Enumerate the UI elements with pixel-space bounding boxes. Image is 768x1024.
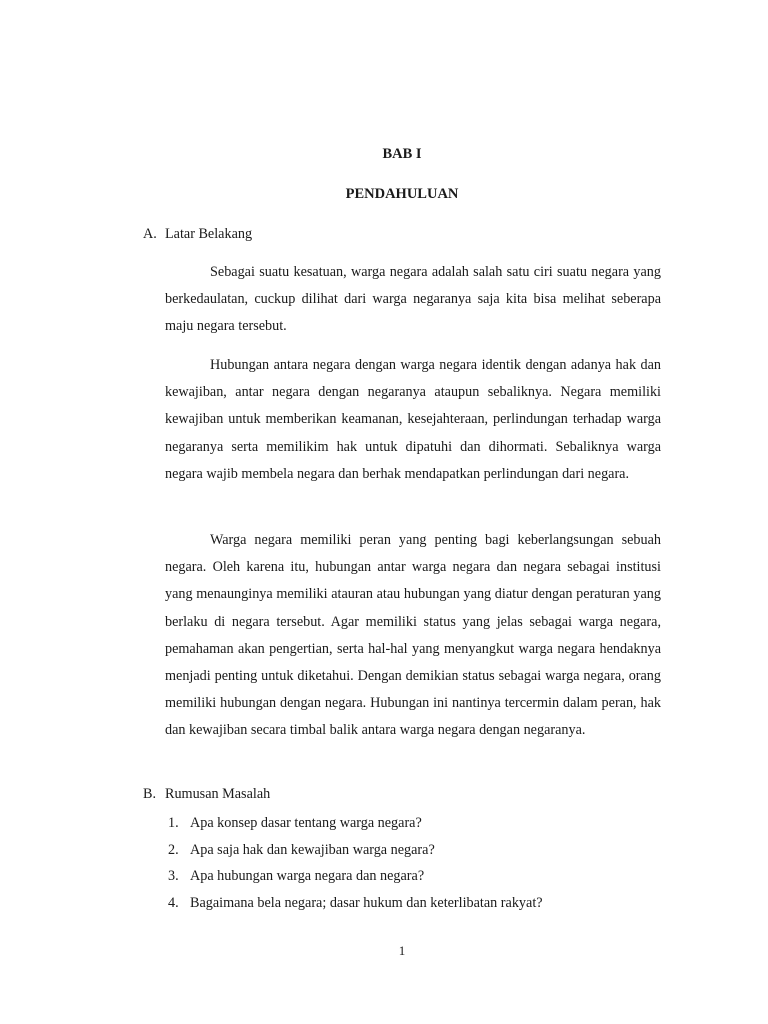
chapter-number: BAB I xyxy=(382,146,422,162)
list-number: 3. xyxy=(168,868,179,884)
paragraph: Sebagai suatu kesatuan, warga negara adalah salah satu ciri suatu negara yang berkedaulatan, cuckup dilihat dari warga negaranya saja kita bisa melihat seberapa maju negara tersebut. xyxy=(165,264,661,335)
page-number: 1 xyxy=(398,943,406,958)
section-title: Rumusan Masalah xyxy=(165,786,271,802)
list-item xyxy=(168,893,543,920)
chapter-title: PENDAHULUAN xyxy=(345,186,459,202)
list-text: Bagaimana bela negara; dasar hukum dan keterlibatan rakyat? xyxy=(190,894,543,911)
section-title: Latar Belakang xyxy=(165,226,253,242)
list-number: 2. xyxy=(168,841,179,858)
section-heading-rumusan-masalah xyxy=(143,786,270,803)
list-text: Apa hubungan warga negara dan negara? xyxy=(190,868,425,884)
section-letter: A. xyxy=(143,226,157,242)
list-item xyxy=(168,840,543,867)
list-number: 4. xyxy=(168,894,179,911)
list-text: Apa saja hak dan kewajiban warga negara? xyxy=(190,841,435,858)
paragraph: Hubungan antara negara dengan warga negara identik dengan adanya hak dan kewajiban, antar negara dengan negaranya ataupun sebaliknya. Negara memiliki kewajiban untuk memberikan keamanan, kesejahteraan, perlindungan terhadap warga negaranya serta memilikim hak untuk dipatuhi dan dihormati. Sebaliknya warga negara wajib membela negara dan berhak mendapatkan perlindungan dari negara. xyxy=(165,357,661,482)
section-letter: B. xyxy=(143,786,157,802)
section-heading-latar-belakang xyxy=(143,226,252,243)
list-item xyxy=(168,866,543,893)
list-item xyxy=(168,813,543,840)
list-number: 1. xyxy=(168,815,179,831)
paragraph: Warga negara memiliki peran yang penting bagi keberlangsungan sebuah negara. Oleh karena itu, hubungan antar warga negara dan negara sebagai institusi yang menaunginya memiliki atauran atau hubungan yang diatur dengan peraturan yang berlaku di negara tersebut. Agar memiliki status yang jelas sebagai warga negara, pemahaman akan pengertian, serta hal-hal yang menyangkut warga negara hendaknya menjadi penting untuk diketahui. Dengan demikian status sebagai warga negara, orang memiliki hubungan dengan negara. Hubungan ini nantinya tercermin dalam peran, hak dan kewajiban secara timbal balik antara warga negara dengan negaranya. xyxy=(165,532,661,739)
problem-list xyxy=(168,813,543,919)
list-text: Apa konsep dasar tentang warga negara? xyxy=(190,815,422,831)
